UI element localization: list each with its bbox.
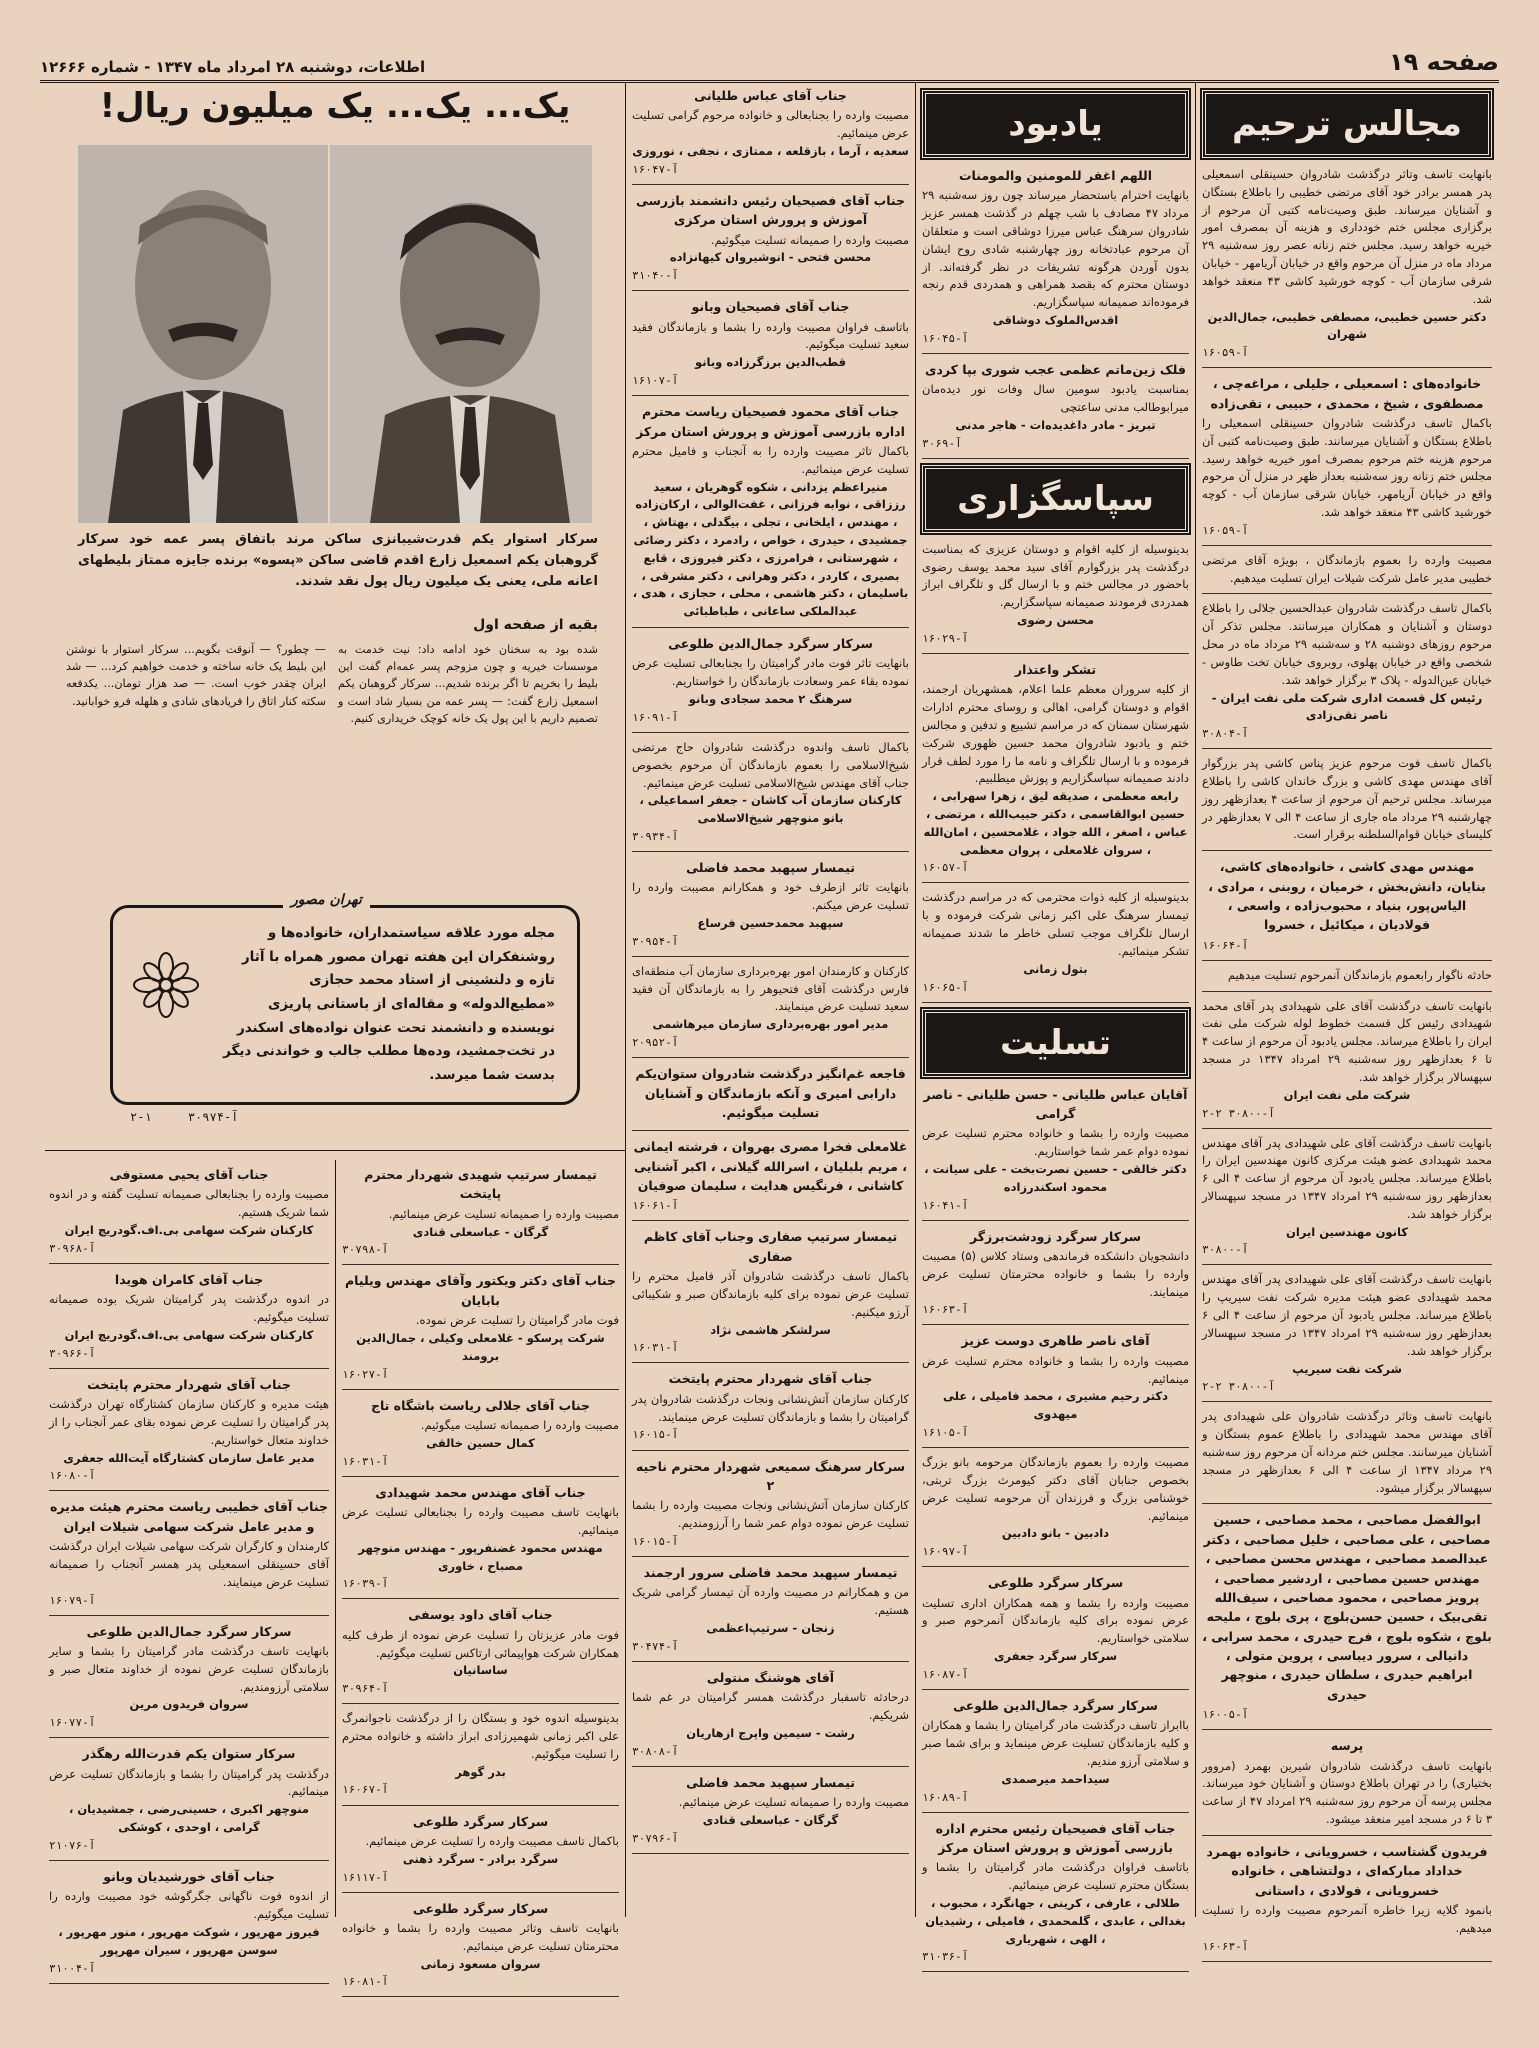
notice-heading: غلامعلی فخرا مصری بهروان ، فرشته ایمانی ، مریم بلبلیان ، اسرالله گیلانی ، اکبر آشنایی کاشانی ، فرنگیس هدایت ، سلیمان صوفیان	[633, 1139, 908, 1194]
notice-body: کارکنان سازمان آتش‌نشانی ونجات مصیبت وارده را بشما تسلیت عرض نموده دوام عمر شما را آرزومندیم.	[632, 1498, 909, 1531]
notice-item	[1202, 552, 1492, 595]
notice-heading: جناب آقای فصیحیان رئیس محترم اداره بازرسی آموزش و پرورش استان مرکز	[935, 1820, 1176, 1855]
notice-signature: مدیر امور بهره‌برداری سازمان میرهاشمی	[652, 1017, 889, 1032]
flower-ornament-icon	[131, 950, 201, 1020]
notice-signature: محسن رضوی	[1017, 613, 1094, 628]
notice-body: بانهایت تاسف وتاثر درگذشت شادروان علی شهیدادی پدر آقای مهندس محمد شهیدادی را باطلاع عموم بستگان و آشنایان میرسانند. مجلس ختم مردانه آن مرحوم روز سه‌شنبه ۲۹ مرداد ۱۳۴۷ از ساعت ۴ الی ۶ بعدازظهر در مسجد سپهسالار برگزار میشود.	[1202, 1409, 1493, 1495]
condolence-list-b1	[45, 1165, 333, 1984]
notice-body: مصیبت وارده را صمیمانه تسلیت عرض مینمائیم.	[678, 1795, 909, 1810]
notice-signature: سروان فریدون مرین	[129, 1697, 249, 1712]
notice-code: آ-۳۱۰۴۰	[632, 269, 679, 283]
notice-body: حادثه ناگوار رابعموم بازماندگان آنمرحوم تسلیت میدهیم	[1227, 967, 1492, 982]
notice-signature: محسن فتحی - انوشیروان کیهانزاده	[669, 250, 872, 265]
column-rule	[335, 1160, 336, 1917]
notice-body: باکمال تاسف واندوه درگذشت شادروان حاج مرتضی شیخ‌الاسلامی را بعموم بازماندگان آن مرحوم بخصوص جناب آقای مهندس شیخ‌الاسلامی تسلیت عرض مینمائیم.	[632, 739, 909, 790]
notice-signature: مهندس محمود غضنفرپور - مهندس منوچهر مصباح ، خاوری	[358, 1540, 603, 1573]
notice-signature: بدر گوهر	[455, 1764, 506, 1779]
notice-item	[632, 86, 909, 185]
notice-heading: تیمسار سرتیپ صفاری وجناب آقای کاظم صفاری	[643, 1229, 898, 1264]
notice-item	[49, 1165, 329, 1264]
notice-body: مصیبت وارده را صمیمانه تسلیت عرض مینمائیم.	[388, 1206, 619, 1221]
notice-code: آ-۳۰۹۶۶	[49, 1346, 96, 1360]
notice-body: مصیبت وارده را بشما و خانواده محترم تسلیت عرض مینمائیم.	[922, 1353, 1189, 1386]
notice-heading: ابوالفضل مصاحبی ، محمد مصاحبی ، حسین مصاحبی ، علی مصاحبی ، خلیل مصاحبی ، دکتر عبدالصمد مصاحبی ، مهندس محسن مصاحبی ، مهندس حسین مصاحبی ، اردشیر مصاحبی ، پرویز مصاحبی ، محمود مصاحبی ، سیف‌الله تقی‌بیک ، حسین حسن‌بلوچ ، پری بلوچ ، ملیحه بلوچ ، شکوه بلوچ ، فرج حیدری ، محمد سرابی ، دانیالی ، سرور دیباسی ، پروین متولی ، ابراهیم حیدری ، سلطان حیدری ، منوچهر حیدری	[1202, 1512, 1492, 1702]
notice-body: باکمال تاسف مصیبت وارده را تسلیت عرض مینمائیم.	[365, 1833, 619, 1848]
notice-signature: سروان مسعود زمانی	[420, 1956, 541, 1971]
notice-code: آ-۱۶۰۸۱	[342, 1975, 389, 1989]
notice-code: آ-۱۶۱۰۵	[922, 1426, 969, 1440]
notice-code: آ-۳۰۸۰۸	[632, 1744, 679, 1758]
notice-item	[342, 1396, 619, 1477]
notice-body: بانهایت تاسف درگذشت آقای علی شهیدادی پدر آقای محمد شهیدادی رئیس کل قسمت خطوط لوله شرکت ملی نفت ایران را باطلاع میرساند. مجلس یادبود آن مرحوم از ساعت ۴ تا ۶ بعدازظهر روز سه‌شنبه ۲۹ امرداد ۱۳۴۷ در مسجد سپهسالار برگزار خواهد شد.	[1202, 998, 1492, 1084]
notice-code: آ-۱۶۰۶۳	[922, 1303, 969, 1317]
notice-body: بانهایت تاسف وتاثر مصیبت وارده را بشما و خانواده محترمتان تسلیت عرض مینمائیم.	[342, 1920, 619, 1953]
notice-body: بانهایت تاسف درگذشت آقای علی شهیدادی پدر آقای مهندس محمد شهیدادی عضو هیئت مدیره شرکت نفت سیریپ را باطلاع میرساند. مجلس یادبود آن مرحوم از ساعت ۴ الی ۶ بعدازظهر روز سه‌شنبه ۲۹ امرداد ۱۳۴۷ در مسجد سپهسالار برگزار خواهد شد.	[1202, 1272, 1492, 1358]
notice-code: آ-۱۶۰۲۹	[922, 631, 969, 645]
notice-heading: جناب آقای خورشیدیان وبانو	[103, 1868, 275, 1884]
banner-taslit: تسلیت	[922, 1009, 1189, 1077]
condolence-list-b2	[338, 1165, 623, 1997]
notice-signature: کانون مهندسین ایران	[1286, 1224, 1408, 1239]
ad-code-right: آ-۳۰۹۷۴	[187, 1110, 239, 1124]
notice-body: کارکنان سازمان آتش‌نشانی ونجات درگذشت شادروان پدر گرامیتان را بشما و بازماندگان تسلیت عرض مینمایند.	[632, 1391, 909, 1424]
notice-heading: تیمسار سپهبد محمد فاضلی	[686, 1774, 855, 1790]
notice-body: من و همکارانم در مصیبت وارده آن تیمسار گرامی شریک هستیم.	[632, 1585, 909, 1618]
notice-code: آ-۳۰۶۹	[922, 436, 962, 450]
notice-item	[1202, 166, 1492, 368]
notice-code: آ-۱۶۰۰۵	[1202, 1708, 1249, 1722]
notice-body: بانهایت تاسف وتاثر درگذشت شادروان حسینقلی اسمعیلی پدر همسر برادر خود آقای مرتضی خطیبی را باطلاع بستگان و آشنایان میرساند. طبق وصیت‌نامه کتبی آن مرحوم از برگزاری مجلس ختم خودداری و هزینه آن بمصرف امور خیریه خواهد رسید. مجلس ختم زنانه عصر روز سه‌شنبه ۲۹ مرداد ماه در منزل آن مرحوم واقع در خیابان آریامهر - خیابان شرقی سازمان آب - کوچه خورشید کاشی ۴۳ منعقد خواهد شد.	[1202, 167, 1492, 306]
notice-body: بانمود گلایه زیرا خاطره آنمرحوم مصیبت وارده را تسلیت میدهیم.	[1202, 1903, 1492, 1935]
notice-item	[342, 1271, 619, 1389]
notice-code: آ-۱۶۰۶۴	[1202, 938, 1249, 952]
notice-body: بدینوسیله از کلیه اقوام و دوستان عزیزی که بمناسبت درگذشت پدر بزرگوارم آقای سید محمد یوسف رضوی باحضور در مجالس ختم و با ارسال گل و تلگراف ابراز همدردی فرمودند صمیمانه سپاسگزاریم.	[922, 541, 1189, 610]
notice-item	[632, 1369, 909, 1450]
notice-body: بانهایت تاسف درگذشت شادروان شیرین بهمرد (مروور بختیاری) را در تهران باطلاع دوستان و آشنایان خود میرساند. مجلس پرسه آن مرحوم روز سه‌شنبه ۲۹ امرداد ۴۷ از ساعت ۳ تا ۶ در مسجد امیر منعقد میشود.	[1202, 1758, 1493, 1827]
notice-body: درگذشت پدر گرامیتان را بشما و بازماندگان تسلیت عرض مینمائیم.	[49, 1766, 329, 1799]
notice-heading: سرکار سرهنگ سمیعی شهردار محترم ناحیه ۲	[635, 1458, 906, 1493]
notice-signature: کارکنان شرکت سهامی بی.اف.گودریچ ایران	[64, 1223, 314, 1237]
notice-code: آ-۲۱۰۷۶	[49, 1838, 96, 1852]
notice-signature: دادبین - بانو دادبین	[1001, 1526, 1110, 1541]
notice-signature: سرکار سرگرد جعفری	[993, 1649, 1118, 1664]
notice-item	[632, 1668, 909, 1767]
continued-heading: بقیه از صفحه اول	[473, 617, 598, 633]
notice-code: آ-۳۰۹۵۴	[632, 934, 679, 948]
notice-item	[1202, 1408, 1492, 1504]
notice-body: مصیبت وارده را بجنابعالی و خانواده مرحوم گرامی تسلیت عرض مینمائیم.	[632, 108, 909, 141]
notice-signature: رشت - سیمین واپرج ازهاریان	[686, 1725, 855, 1740]
notice-code: آ-۱۶۱۱۷	[342, 1870, 389, 1884]
notice-code: آ-۳۰۷۹۶	[632, 1831, 679, 1845]
notice-signature: سرهنگ ۲ محمد سجادی وبانو	[688, 692, 853, 707]
notice-body: بانهایت احترام باستحضار میرساند چون روز سه‌شنبه ۲۹ مرداد ۴۷ مصادف با شب چهلم در گذشت همسر عزیز شادروان سرهنگ عباس میرزا دوشاقی است و متعلقان آن مرحوم عبادتخانه روز چهارشنبه شادی روح ایشان بدون آوردن هرگونه تشریفات در نظر گرفته‌اند. از دوستان محترم که بقصد همراهی و همدردی قدم رنجه فرموده‌اند صمیمانه سپاسگزاریم.	[922, 188, 1189, 310]
notice-signature: سرلشکر هاشمی نژاد	[710, 1322, 831, 1337]
masthead	[40, 40, 1499, 83]
notice-code: آ-۱۶۰۳۱	[342, 1454, 389, 1468]
notice-heading: سرکار ستوان یکم قدرت‌الله رهگذر	[82, 1746, 296, 1762]
notice-heading: سرکار سرگرد جمال‌الدین طلوعی	[953, 1697, 1158, 1713]
notice-heading: خانواده‌های : اسمعیلی ، جلیلی ، مراغه‌چی ، مصطفوی ، شیخ ، محمدی ، حبیبی ، تقی‌زاده	[1210, 376, 1484, 411]
notice-heading: سرکار سرگرد زودشت‌برزگر	[969, 1228, 1142, 1244]
notice-signature: قطب‌الدین برزگرزاده وبانو	[695, 355, 846, 370]
notice-item	[49, 1270, 329, 1369]
notice-code: آ-۱۶۰۷۹	[49, 1593, 96, 1607]
column-rule	[1195, 82, 1196, 1917]
notice-signature: سعدیه ، آرما ، بازقلعه ، ممتازی ، نجفی ، نوروزی	[632, 144, 909, 158]
notice-code: آ-۱۶۰۶۷	[342, 1783, 389, 1797]
tarhim-list	[1198, 166, 1496, 1962]
notice-body: باکمال تاسف درگذشت شادروان آذر فامیل محترم را تسلیت عرض نموده برای کلیه بازماندگان صبر و شکیبائی آرزو میکنیم.	[632, 1269, 909, 1319]
notice-item	[922, 1085, 1189, 1221]
notice-code: آ-۱۶۰۴۱	[922, 1198, 969, 1212]
notice-body: باکمال تاسف درگذشت شادروان حسینقلی اسمعیلی را باطلاع بستگان و آشنایان میرسانند. طبق وصیت‌نامه کتبی آن مرحوم هزینه ختم مرحوم بمصرف امور خیریه خواهد رسید. مجلس ختم زنانه روز سه‌شنبه بعداز ظهر در منزل آن مرحوم واقع در خیابان آریامهر، خیابان شرقی سازمان آب - کوچه خورشید کاشی ۴۳ منعقد خواهد شد.	[1202, 415, 1492, 519]
notice-heading: جناب آقای شهردار محترم پایتخت	[87, 1376, 291, 1392]
notice-signature: اقدس‌الملوک دوشاقی	[992, 313, 1119, 328]
notice-code: آ-۳۰۹۶۸	[49, 1241, 96, 1255]
banner-sepas: سپاسگزاری	[922, 465, 1189, 533]
notice-heading: جناب آقای فصیحیان رئیس دانشمند بازرسی آموزش و پرورش استان مرکزی	[635, 192, 906, 228]
notice-signature: فیروز مهرپور ، شوکت مهرپور ، منور مهرپور ، سوسن مهرپور ، سیران مهرپور	[58, 1924, 320, 1957]
notice-heading: جناب آقای شهردار محترم پایتخت	[668, 1371, 873, 1387]
notice-item	[342, 1899, 619, 1998]
notice-body: مصیبت وارده را صمیمانه تسلیت میگوئیم.	[420, 1418, 619, 1433]
notice-item	[632, 963, 909, 1058]
notice-code: آ-۱۶۰۳۹	[342, 1577, 389, 1591]
notice-heading: فاجعه غم‌انگیز درگذشت شادروان ستوان‌یکم دارابی امیری و آنکه بازماندگان و آشنایان تسلیت میگوئیم.	[635, 1066, 906, 1120]
notice-item	[342, 1812, 619, 1893]
notice-item	[922, 660, 1189, 884]
notice-item	[922, 1331, 1189, 1448]
notice-body: بانهایت تاثر ازطرف خود و همکارانم مصیبت وارده را تسلیت عرض میکنم.	[632, 880, 909, 913]
notice-signature: رابعه معظمی ، صدیقه لیق ، زهرا سهرابی ، حسین ابوالقاسمی ، دکتر حبیب‌الله ، مرتضی ، عباس ، اصغر ، الله جواد ، غلامحسین ، امان‌الله ، سروان غلامعلی ، پروان معظمی	[923, 789, 1188, 857]
notice-heading: تیمسار سرتیپ شهیدی شهردار محترم پایتخت	[364, 1167, 597, 1202]
notice-item	[1202, 857, 1492, 961]
ad-code-left: ۱-۲	[130, 1110, 152, 1124]
notice-signature: دکتر رحیم مشیری ، محمد فامیلی ، علی میهدوی	[943, 1389, 1168, 1422]
notice-item	[632, 1137, 909, 1221]
sepas-list	[918, 541, 1193, 1003]
notice-body: از کلیه سروران معظم علما اعلام، همشهریان ارجمند، اقوام و دوستان گرامی، اهالی و روسای محترم ادارات شهرستان سمنان که در مراسم تشییع و تدفین و مجالس ختم و یادبود شادروان محمد حسین ظهوری شرکت فرموده و با ارسال تلگراف و نامه ما را مورد لطف قرار دادند صمیمانه سپاسگزاریم و پوزش میطلبیم.	[922, 682, 1189, 786]
notice-signature: کارکنان شرکت سهامی بی.اف.گودریچ ایران	[64, 1327, 314, 1342]
magazine-ad-box	[110, 892, 580, 1105]
notice-body: بدینوسیله از کلیه ذوات محترمی که در مراسم درگذشت تیمسار سرهنگ علی اکبر زمانی شرکت فرموده و با ارسال تلگراف موجب تسلی خاطر ما شدند صمیمانه تشکر مینمائیم.	[922, 890, 1189, 958]
notice-item	[922, 360, 1189, 459]
notice-body: مصیبت وارده را بشما و همه همکاران اداری تسلیت عرض نموده برای کلیه بازماندگان آنمرحوم صبر و سلامتی خواستاریم.	[922, 1595, 1189, 1646]
notice-item	[632, 402, 909, 628]
ad-code	[130, 1110, 238, 1124]
notice-code: آ-۱۶۰۹۷	[922, 1545, 969, 1559]
notice-heading: جناب آقای فصیحیان وبانو	[691, 299, 850, 315]
notice-signature: دکتر حسین خطیبی، مصطفی خطیبی، جمال‌الدین شهران	[1207, 309, 1487, 342]
column-rule	[625, 82, 626, 1917]
notice-heading: فلک زین‌ماتم عظمی عجب شوری بپا کردی	[925, 361, 1186, 377]
notice-signature: رئیس کل قسمت اداری شرکت ملی نفت ایران - ناصر تقی‌زادی	[1211, 690, 1483, 723]
notice-body: درحادثه تاسفبار درگذشت همسر گرامیتان در غم شما شریکیم.	[632, 1690, 909, 1722]
banner-yadbud: یادبود	[922, 90, 1189, 158]
notice-signature: شرکت نفت سیریپ	[1292, 1361, 1402, 1376]
banner-tarhim: مجالس ترحیم	[1202, 90, 1492, 158]
notice-body: فوت مادر گرامیتان را تسلیت عرض نموده.	[415, 1313, 619, 1328]
notice-signature: سرگرد برادر - سرگرد ذهنی	[402, 1851, 559, 1866]
notice-heading: تشکر واعتذار	[1014, 661, 1097, 677]
notice-code: آ-۳۰۸۰۰	[1202, 1243, 1249, 1257]
notice-heading: سرکار سرگرد جمال‌الدین طلوعی	[668, 636, 873, 652]
section-rule	[45, 1150, 625, 1151]
notice-code: آ-۱۶۰۸۷	[922, 1667, 969, 1681]
notice-body: باکمال تاسف فوت مرحوم عزیز پناس کاشی پدر بزرگوار آقای مهندس مهدی کاشی و بزرگ خاندان کاشی را باطلاع میرساند. مجلس ترحیم آن مرحوم از ساعت ۴ بعدازظهر روز چهارشنبه ۲۹ مرداد ماه جاری از ساعت ۴ الی ۷ بعدازظهر در کلیسای خیابان قوام‌السلطنه برقرار است.	[1202, 756, 1492, 842]
notice-signature: گرگان - عباسعلی قنادی	[412, 1224, 549, 1239]
notice-body: بانهایت تاسف مصیبت وارده را بجنابعالی تسلیت عرض مینمائیم.	[342, 1505, 619, 1537]
notice-heading: تیمسار سپهبد محمد فاضلی سرور ارجمند	[643, 1564, 898, 1580]
notice-signature: شرکت پرسکو - غلامعلی وکیلی ، جمال‌الدین برومند	[356, 1330, 605, 1363]
notice-heading: اللهم اغفر للمومنین والمومنات	[958, 168, 1153, 183]
notice-signature: کارکنان سازمان آب کاشان - جعفر اسماعیلی ، بانو منوچهر شیخ‌الاسلامی	[639, 793, 902, 826]
notice-code: آ-۱۶۰۷۷	[49, 1716, 96, 1730]
notice-signature: طلالی ، عارفی ، کرینی ، جهانگرد ، محبوب ، بغدالی ، عابدی ، گلمحمدی ، فامیلی ، رشیدیان ، الهی ، شهریاری	[925, 1895, 1186, 1946]
notice-code: آ-۱۶۰۴۷	[632, 162, 679, 176]
notice-item	[632, 1064, 909, 1131]
notice-code: آ-۱۶۰۱۵	[632, 1428, 679, 1442]
portrait-photo-right	[330, 145, 592, 523]
notice-heading: سرکار سرگرد طلوعی	[412, 1900, 549, 1916]
notice-signature: منوچهر اکبری ، حسینی‌رضی ، جمشیدیان ، گرامی ، اوحدی ، کوشکی	[68, 1802, 310, 1835]
notice-body: باابراز تاسف درگذشت مادر گرامیتان را بشما و همکاران و کلیه بازماندگان تسلیت عرض مینماید و برای شما صبر و سلامتی آرزو مندیم.	[922, 1718, 1189, 1768]
notice-code: آ-۱۶۰۶۱	[632, 1199, 679, 1213]
notice-item	[1202, 755, 1492, 851]
notice-heading: فریدون گشتاسب ، خسرویانی ، خانواده بهمرد خداداد مبارکه‌ای ، دولتشاهی ، خانواده خسرویانی ، فولادی ، داستانی	[1206, 1843, 1488, 1898]
notice-code: آ-۱۶۰۸۹	[922, 1790, 969, 1804]
headline: یک... یک... یک میلیون ریال!	[99, 86, 571, 126]
notice-item	[1202, 1271, 1492, 1402]
notice-signature: دکتر خالقی - حسین نصرت‌بخت - علی سیانت ، محمود اسکندرزاده	[924, 1161, 1187, 1194]
notice-code: آ-۲۰۹۵۲	[632, 1036, 679, 1050]
notice-item	[342, 1165, 619, 1265]
notice-body: مصیبت وارده را بشما و خانواده محترم تسلیت عرض نموده دوام عمر شما خواستاریم.	[922, 1126, 1189, 1159]
notice-body: دانشجویان دانشکده فرماندهی وستاد کلاس (۵) مصیبت وارده را بشما و خانواده محترمتان تسلیت عرض مینمایند.	[922, 1248, 1189, 1299]
ad-logo-text: تهران مصور	[283, 888, 370, 913]
notice-item	[1202, 998, 1492, 1129]
notice-body: مصیبت وارده را صمیمانه تسلیت میگوئیم.	[710, 232, 909, 247]
notice-signature: سیداحمد میرصمدی	[1001, 1771, 1110, 1786]
notice-code: آ-۱۶۰۴۵	[922, 331, 969, 345]
notice-code: آ-۱۶۰۵۷	[922, 861, 969, 875]
notice-heading: جناب آقای داود یوسفی	[408, 1607, 553, 1623]
portrait-figure	[330, 145, 592, 523]
notice-heading: پرسه	[1330, 1738, 1364, 1754]
taslit-list	[918, 1085, 1193, 1973]
column-rule	[915, 82, 916, 1917]
notice-body: کارکنان و کارمندان امور بهره‌برداری سازمان آب منطقه‌ای فارس درگذشت آقای فتحیوهر را به بازماندگان آن فقید سعید تسلیت عرض مینمایند.	[632, 963, 909, 1014]
notice-item	[922, 889, 1189, 1002]
notice-item	[922, 1819, 1189, 1973]
notice-item	[342, 1605, 619, 1704]
notice-body: در اندوه درگذشت پدر گرامیتان شریک بوده صمیمانه تسلیت میگوئیم.	[49, 1292, 329, 1325]
continued-text-col: شده بود به سخنان خود ادامه داد: نیت خدمت به موسسات خیریه و چون مزوجم پسر عمه‌ام گفت این بلیط را بخریم تا اگر برنده شدیم... سرکار گروهبان یکم اسمعیل زارع گفت: — پسر عمه من بسیار شاد است و تصمیم داریم با این پول یک خانه کوچک خریداری کنیم.	[338, 642, 598, 726]
notice-item	[632, 1457, 909, 1557]
portrait-figure	[78, 145, 328, 523]
notice-body: مصیبت وارده را بعموم بازماندگان ، بویژه آقای مرتضی خطیبی مدیر عامل شرکت شیلات ایران تسلیت میدهیم.	[1202, 552, 1492, 585]
notice-heading: سرکار سرگرد جمال‌الدین طلوعی	[86, 1623, 292, 1639]
notice-code: آ-۱۶۰۱۵	[632, 1534, 679, 1548]
notice-item	[1202, 967, 1492, 992]
notice-item	[632, 1563, 909, 1662]
yadbud-list	[918, 166, 1193, 459]
notice-body: از اندوه فوت ناگهانی جگرگوشه خود مصیبت وارده را تسلیت میگوئیم.	[49, 1889, 329, 1922]
notice-code: آ-۳۰۸۰۴	[1202, 727, 1249, 741]
notice-item	[342, 1710, 619, 1805]
notice-body: بانهایت تاسف درگذشت مادر گرامیتان را بشما و سایر بازماندگان تسلیت عرض نموده از خداوند متعال صبر و سلامتی آرزومندیم.	[49, 1644, 329, 1694]
notice-code: آ-۳۰۸۰۰ ۲-۲	[1202, 1106, 1275, 1120]
notice-signature: مدیر عامل سازمان کشتارگاه آیت‌الله جعفری	[63, 1450, 315, 1465]
notice-code: آ-۱۶۰۶۳	[1202, 1939, 1249, 1953]
notice-item	[632, 297, 909, 396]
notice-heading: جناب آقای مهندس محمد شهیدادی	[375, 1484, 586, 1500]
dateline: اطلاعات، دوشنبه ۲۸ امرداد ماه ۱۳۴۷ - شماره ۱۲۶۶۶	[40, 58, 426, 76]
notice-item	[49, 1497, 329, 1615]
notice-heading: جناب آقای کامران هویدا	[114, 1271, 264, 1287]
column-mixed	[918, 86, 1193, 1964]
notice-body: بانهایت تاثر فوت مادر گرامیتان را بجنابعالی تسلیت عرض نموده بقاء عمر وسعادت بازماندگان را خواستاریم.	[632, 656, 909, 689]
notice-code: آ-۱۶۰۹۱	[632, 710, 679, 724]
notice-heading: تیمسار سپهبد محمد فاضلی	[686, 859, 855, 875]
notice-signature: منیراعظم یزدانی ، شکوه گوهریان ، سعید رززاقی ، نوابه فرزانی ، غفت‌الوالی ، ارکان‌زاده ، مهندس ، ایلخانی ، تجلی ، بیگدلی ، بهتاش ، جمشیدی ، حیدری ، خواص ، رادمرد ، دکتر رضائی ، شهرستانی ، فرامرزی ، دکتر فیروزی ، قابع بصیری ، کاردر ، دکتر وهرانی ، دکتر مشرقی ، باسلیمان ، دکتر هاشمی ، محلی ، حجازی ، هدی ، عبدالملکی ساعانی ، طباطبائی	[632, 479, 909, 619]
notice-item	[1202, 1842, 1492, 1962]
notice-item	[632, 858, 909, 957]
column-tarhim	[1198, 86, 1496, 1953]
notice-body: باکمال تاسف درگذشت شادروان عبدالحسین جلالی را باطلاع دوستان و آشنایان و همکاران میرسانند. مجلس تذکر آن مرحوم روزهای دوشنبه ۲۸ و سه‌شنبه ۲۹ مرداد ماه در محل شخصی واقع در خیابان پهلوی، روبروی خیابان تخت طاوس - خیابان عین‌الدوله - پلاک ۳ برگزار خواهد شد.	[1202, 601, 1492, 687]
notice-heading: جناب آقای محمود فصیحیان ریاست محترم اداره بازرسی آموزش و پرورش استان مرکز	[636, 404, 905, 439]
notice-body: بدینوسیله اندوه خود و بستگان را از درگذشت ناجوانمرگ علی اکبر زمانی شهمیرزادی ابراز داشته و خانواده محترم را تسلیت میگوئیم.	[342, 1711, 619, 1761]
notice-body: باتاسف فراوان درگذشت مادر گرامیتان را بشما و بستگان محترم تسلیت عرض مینمائیم.	[922, 1860, 1189, 1893]
condolence-list	[628, 86, 913, 1854]
continued-story	[66, 615, 598, 727]
notice-signature: زنجان - سرتیپ‌اعظمی	[706, 1620, 835, 1635]
notice-heading: جناب آقای جلالی ریاست باشگاه تاج	[370, 1397, 591, 1413]
notice-item	[922, 1696, 1189, 1813]
notice-item	[632, 1227, 909, 1363]
notice-body: کارمندان و کارگران شرکت سهامی شیلات ایران درگذشت آقای حسینقلی اسمعیلی پدر همسر آنجناب را صمیمانه تسلیت عرض مینمایند.	[49, 1539, 329, 1589]
notice-item	[632, 1773, 909, 1854]
notice-code: آ-۱۶۰۳۱	[632, 1341, 679, 1355]
notice-code: آ-۱۶۱۰۷	[632, 374, 679, 388]
notice-code: آ-۱۶۰۲۷	[342, 1367, 389, 1381]
notice-item	[1202, 1736, 1492, 1836]
notice-code: آ-۱۶۰۶۵	[922, 980, 969, 994]
notice-code: آ-۱۶۰۸۰	[49, 1469, 96, 1483]
notice-item	[1202, 600, 1492, 749]
notice-item	[632, 739, 909, 852]
notice-item	[49, 1867, 329, 1984]
notice-body: هیئت مدیره و کارکنان سازمان کشتارگاه تهران درگذشت پدر گرامیتان را تسلیت عرض نموده بقای عمر آنجناب را از خداوند متعال خواستاریم.	[49, 1397, 329, 1447]
continued-text-col: — چطور؟ — آنوقت بگویم... سرکار استوار با نوشتن این بلیط یک خانه ساخته و خدمت خواهیم کرد... — شد ایران چقدر خوب است. — صد هزار تومان... یکدفعه سکته کنار اتاق را فریادهای شادی و هلهله فرو خوابانید.	[66, 642, 326, 708]
notice-code: آ-۳۰۹۶۴	[342, 1682, 389, 1696]
notice-item	[632, 191, 909, 291]
notice-signature: کمال حسین خالقی	[426, 1435, 535, 1450]
notice-item	[922, 1573, 1189, 1690]
notice-item	[922, 166, 1189, 354]
notice-item	[1202, 1510, 1492, 1730]
notice-body: باتاسف فراوان مصیبت وارده را بشما و بازماندگان فقید سعید تسلیت میگوئیم.	[632, 319, 909, 352]
notice-signature: گرگان - عباسعلی قنادی	[702, 1812, 839, 1827]
notice-item	[342, 1483, 619, 1600]
notice-heading: آقای ناصر طاهری دوست عزیز	[961, 1333, 1150, 1349]
column-condolences	[628, 86, 913, 1916]
notice-heading: جناب آقای عباس طلیانی	[694, 88, 847, 103]
notice-code: آ-۳۰۷۹۸	[342, 1243, 389, 1257]
notice-body: فوت مادر عزیزتان را تسلیت عرض نموده از طرف کلیه همکاران شرکت هواپیمائی ارتاکس تسلیت میگوئیم.	[342, 1627, 619, 1660]
notice-signature: شرکت ملی نفت ایران	[1283, 1087, 1411, 1102]
notice-signature: ساسانیان	[453, 1663, 508, 1678]
notice-item	[49, 1375, 329, 1492]
notice-heading: مهندس مهدی کاشی ، خانواده‌های کاشی، بنایان، دانش‌بخش ، خرمیان ، روبنی ، مرادی ، الیاس‌پور، بنیاد ، محبوب‌زاده ، واسعی ، فولادیان ، میکائیل ، خسروا	[1208, 859, 1486, 933]
notice-code: آ-۳۱۰۰۴	[49, 1961, 96, 1975]
notice-signature: سپهبد محمدحسین فرساع	[697, 915, 844, 930]
photo-caption: سرکار استوار یکم قدرت‌شیبانزی ساکن مرند باتفاق پسر عمه خود سرکار گروهبان یکم اسمعیل زارع اقدم قاضی ساکن «پسوه» برنده جایزه ممتاز بلیطهای اعانه ملی، یعنی یک میلیون ریال پول نقد شدند.	[78, 532, 598, 589]
notice-heading: جناب آقای خطیبی ریاست محترم هیئت مدیره و مدیر عامل شرکت سهامی شیلات ایران	[50, 1499, 328, 1534]
notice-heading: آقای هوشنگ منتولی	[706, 1669, 835, 1685]
notice-body: بانهایت تاسف درگذشت آقای علی شهیدادی پدر آقای مهندس محمد شهیدادی عضو هیئت مرکزی کانون مهندسین ایران را باطلاع میرساند. مجلس یادبود آن مرحوم از ساعت ۴ الی ۶ بعدازظهر روز سه‌شنبه ۲۹ امرداد ۱۳۴۷ در مسجد سپهسالار برگزار خواهد شد.	[1202, 1135, 1492, 1221]
notice-signature: بتول زمانی	[1023, 961, 1088, 976]
ad-text: مجله مورد علاقه سیاستمداران، خانواده‌ها و روشنفکران این هفته تهران مصور همراه با آثار تازه و دلنشینی از استاد محمد حجازی «مطیع‌الدوله» و مقاله‌ای از باستانی پاریزی نویسنده و دانشمند تحت عنوان نواده‌های اسکندر در تخت‌جمشید، وده‌ها مطلب جالب و خواندنی دیگر بدست شما میرسد.	[223, 925, 555, 1083]
notice-heading: جناب آقای یحیی مستوفی	[109, 1167, 269, 1182]
notice-body: مصیبت وارده را بجنابعالی صمیمانه تسلیت گفته و در اندوه شما شریک هستیم.	[49, 1187, 329, 1220]
notice-item	[1202, 374, 1492, 546]
notice-body: مصیبت وارده را بعموم بازماندگان مرحومه بانو بزرگ بخصوص جنابان آقای دکتر کیومرث بزرگ تربتی، خوشنامی بزرگ و فرزندان آن مرحومه تسلیت عرض مینمائیم.	[922, 1455, 1189, 1523]
notice-item	[922, 541, 1189, 654]
notice-item	[632, 634, 909, 733]
notice-item	[1202, 1135, 1492, 1266]
notice-code: آ-۳۰۹۳۴	[632, 829, 679, 843]
notice-item	[49, 1744, 329, 1861]
notice-code: آ-۱۶۰۵۹	[1202, 523, 1249, 537]
notice-body: بمناسبت یادبود سومین سال وفات نور دیده‌مان میرابوطالب مدنی ساعتچی	[922, 382, 1189, 415]
page-number: صفحه ۱۹	[1389, 48, 1499, 76]
notice-heading: آقایان عباس طلیانی - حسن طلیانی - ناصر گرامی	[923, 1086, 1188, 1121]
notice-body: باکمال تاثر مصیبت وارده را به آنجناب و فامیل محترم تسلیت عرض مینمائیم.	[632, 443, 909, 476]
column-bottom-b2	[338, 1165, 623, 1989]
notice-item	[49, 1622, 329, 1739]
notice-heading: جناب آقای دکتر ویکتور وآقای مهندس ویلیام بابایان	[344, 1273, 616, 1308]
notice-code: آ-۳۱۰۳۶	[922, 1950, 969, 1964]
notice-code: آ-۳۰۸۰۰ ۲-۲	[1202, 1380, 1275, 1394]
notice-heading: سرکار سرگرد طلوعی	[987, 1575, 1124, 1591]
notice-heading: سرکار سرگرد طلوعی	[412, 1813, 549, 1829]
notice-code: آ-۳۰۴۷۴	[632, 1639, 679, 1653]
portrait-photo-left	[78, 145, 328, 523]
notice-code: آ-۱۶۰۵۹	[1202, 346, 1249, 360]
notice-signature: تبریز - مادر داغدیده‌ات - هاجر مدنی	[955, 417, 1156, 432]
notice-item	[922, 1454, 1189, 1567]
column-bottom-b1	[45, 1165, 333, 1975]
notice-item	[922, 1227, 1189, 1326]
